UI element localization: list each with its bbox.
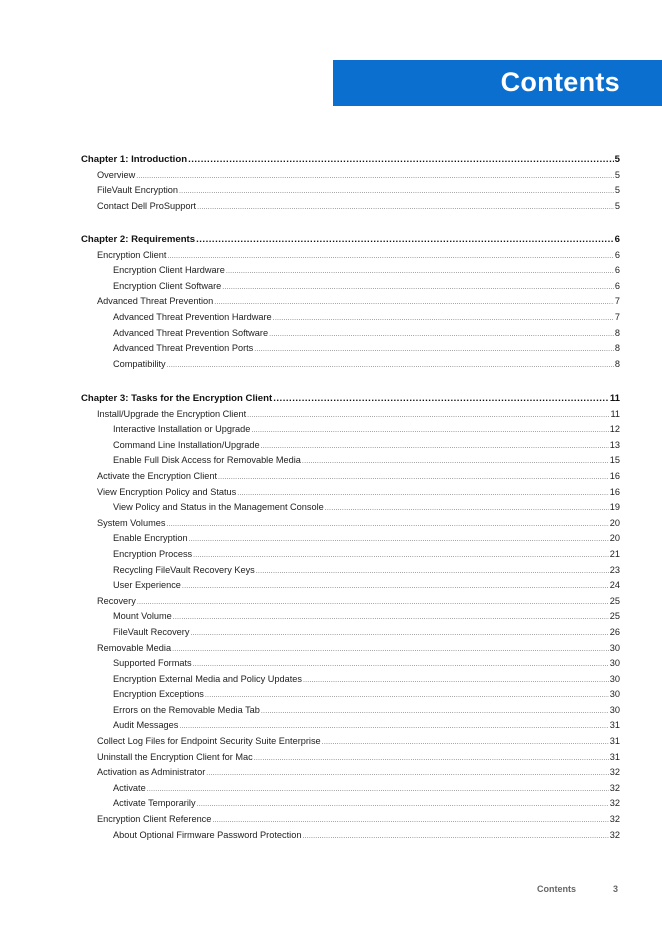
toc-entry-title: Advanced Threat Prevention Software xyxy=(113,327,269,338)
toc-entry-title: Advanced Threat Prevention Hardware xyxy=(113,311,272,322)
toc-entry-page: 30 xyxy=(609,689,620,700)
dot-leader xyxy=(322,734,609,751)
toc-chapter-section xyxy=(81,391,620,843)
toc-entry-page: 8 xyxy=(614,327,620,338)
toc-entry-title: Advanced Threat Prevention xyxy=(97,296,214,307)
toc-entry-page: 32 xyxy=(609,829,620,840)
toc-entry-title: Activate xyxy=(113,782,146,793)
toc-entry-page: 30 xyxy=(609,704,620,715)
toc-entry-link[interactable] xyxy=(81,485,620,501)
toc-entry-page: 6 xyxy=(614,249,620,260)
toc-entry-link[interactable] xyxy=(81,734,620,750)
toc-entry-page: 8 xyxy=(614,358,620,369)
dot-leader xyxy=(196,232,614,248)
dot-leader xyxy=(189,531,609,548)
toc-entry-title: View Encryption Policy and Status xyxy=(97,486,237,497)
toc-entry-title: Activate Temporarily xyxy=(113,798,196,809)
toc-entry-link[interactable] xyxy=(81,341,620,357)
toc-entry-page: 25 xyxy=(609,595,620,606)
dot-leader xyxy=(172,641,609,658)
dot-leader xyxy=(206,765,609,782)
toc-entry-page: 31 xyxy=(609,736,620,747)
toc-entry-link[interactable] xyxy=(81,531,620,547)
toc-entry-page: 20 xyxy=(609,533,620,544)
toc-entry-title: Chapter 1: Introduction xyxy=(81,154,188,165)
toc-entry-page: 6 xyxy=(614,265,620,276)
toc-entry-title: Supported Formats xyxy=(113,658,192,669)
toc-entry-link[interactable] xyxy=(81,407,620,423)
toc-entry-link[interactable] xyxy=(81,263,620,279)
toc-entry-page: 13 xyxy=(609,439,620,450)
toc-entry-page: 8 xyxy=(614,343,620,354)
toc-entry-link[interactable] xyxy=(81,703,620,719)
dot-leader xyxy=(247,407,609,424)
dot-leader xyxy=(302,828,608,845)
toc-entry-link[interactable] xyxy=(81,422,620,438)
toc-entry-page: 11 xyxy=(610,408,620,419)
toc-entry-link[interactable] xyxy=(81,796,620,812)
dot-leader xyxy=(188,152,614,168)
toc-entry-page: 5 xyxy=(614,154,620,165)
toc-entry-title: Chapter 3: Tasks for the Encryption Client xyxy=(81,393,273,404)
toc-entry-title: Command Line Installation/Upgrade xyxy=(113,439,260,450)
toc-entry-page: 16 xyxy=(609,470,620,481)
dot-leader xyxy=(218,469,609,486)
toc-entry-title: View Policy and Status in the Management Console xyxy=(113,502,324,513)
toc-entry-title: Uninstall the Encryption Client for Mac xyxy=(97,751,253,762)
dot-leader xyxy=(179,183,614,200)
toc-entry-page: 32 xyxy=(609,767,620,778)
dot-leader xyxy=(237,485,609,502)
toc-chapter-link[interactable] xyxy=(81,152,620,168)
toc-entry-page: 26 xyxy=(609,626,620,637)
toc-entry-title: User Experience xyxy=(113,580,181,591)
dot-leader xyxy=(193,547,609,564)
toc-entry-link[interactable] xyxy=(81,183,620,199)
dot-leader xyxy=(302,453,609,470)
toc-entry-page: 7 xyxy=(614,311,620,322)
toc-entry-title: Audit Messages xyxy=(113,720,179,731)
dot-leader xyxy=(303,672,609,689)
dot-leader xyxy=(222,279,614,296)
dot-leader xyxy=(226,263,614,280)
toc-entry-link[interactable] xyxy=(81,248,620,264)
toc-entry-title: Encryption Client Hardware xyxy=(113,265,225,276)
toc-entry-link[interactable] xyxy=(81,469,620,485)
toc-entry-page: 24 xyxy=(609,580,620,591)
toc-entry-link[interactable] xyxy=(81,357,620,373)
toc-entry-page: 19 xyxy=(609,502,620,513)
toc-entry-page: 20 xyxy=(609,517,620,528)
toc-entry-page: 6 xyxy=(614,234,620,245)
dot-leader xyxy=(179,718,608,735)
toc-entry-link[interactable] xyxy=(81,656,620,672)
toc-entry-title: Overview xyxy=(97,169,136,180)
toc-entry-page: 15 xyxy=(609,455,620,466)
toc-chapter-section xyxy=(81,152,620,214)
toc-entry-page: 32 xyxy=(609,782,620,793)
toc-entry-link[interactable] xyxy=(81,641,620,657)
toc-entry-link[interactable] xyxy=(81,672,620,688)
dot-leader xyxy=(256,563,609,580)
toc-entry-link[interactable] xyxy=(81,718,620,734)
toc-entry-link[interactable] xyxy=(81,687,620,703)
toc-entry-title: Advanced Threat Prevention Ports xyxy=(113,343,254,354)
toc-chapter-section xyxy=(81,232,620,372)
toc-entry-title: Removable Media xyxy=(97,642,172,653)
toc-entry-title: Enable Encryption xyxy=(113,533,188,544)
toc-entry-link[interactable] xyxy=(81,750,620,766)
toc-entry-link[interactable] xyxy=(81,625,620,641)
toc-entry-title: Contact Dell ProSupport xyxy=(97,200,197,211)
dot-leader xyxy=(325,500,609,517)
toc-entry-link[interactable] xyxy=(81,563,620,579)
footer-section-label: Contents xyxy=(537,884,576,894)
toc-chapter-link[interactable] xyxy=(81,232,620,248)
toc-entry-title: Chapter 2: Requirements xyxy=(81,234,196,245)
contents-banner xyxy=(333,60,662,106)
toc-entry-link[interactable] xyxy=(81,812,620,828)
toc-entry-title: Encryption Process xyxy=(113,548,193,559)
toc-entry-page: 31 xyxy=(609,751,620,762)
toc-entry-page: 5 xyxy=(614,169,620,180)
dot-leader xyxy=(273,310,614,327)
dot-leader xyxy=(214,294,614,311)
toc-entry-page: 5 xyxy=(614,200,620,211)
toc-entry-title: Enable Full Disk Access for Removable Media xyxy=(113,455,301,466)
dot-leader xyxy=(167,357,614,374)
toc-entry-link[interactable] xyxy=(81,765,620,781)
dot-leader xyxy=(190,625,608,642)
toc-entry-title: Encryption Client Software xyxy=(113,280,222,291)
toc-entry-link[interactable] xyxy=(81,168,620,184)
toc-entry-title: Encryption Client xyxy=(97,249,167,260)
toc-chapter-link[interactable] xyxy=(81,391,620,407)
page-title: Contents xyxy=(500,67,620,97)
dot-leader xyxy=(269,326,614,343)
toc-entry-link[interactable] xyxy=(81,547,620,563)
toc-entry-title: About Optional Firmware Password Protection xyxy=(113,829,302,840)
toc-entry-title: Errors on the Removable Media Tab xyxy=(113,704,260,715)
toc-entry-title: Interactive Installation or Upgrade xyxy=(113,424,251,435)
toc-entry-title: Encryption External Media and Policy Updates xyxy=(113,673,302,684)
toc-entry-title: Mount Volume xyxy=(113,611,172,622)
toc-entry-page: 30 xyxy=(609,642,620,653)
dot-leader xyxy=(251,422,608,439)
toc-entry-link[interactable] xyxy=(81,326,620,342)
toc-entry-link[interactable] xyxy=(81,199,620,215)
toc-entry-title: Install/Upgrade the Encryption Client xyxy=(97,408,247,419)
toc-entry-title: Activation as Administrator xyxy=(97,767,206,778)
toc-entry-page: 21 xyxy=(609,548,620,559)
toc-entry-link[interactable] xyxy=(81,438,620,454)
dot-leader xyxy=(261,438,609,455)
dot-leader xyxy=(182,578,609,595)
toc-entry-link[interactable] xyxy=(81,828,620,844)
dot-leader xyxy=(254,341,614,358)
toc-entry-page: 30 xyxy=(609,658,620,669)
toc-entry-page: 25 xyxy=(609,611,620,622)
toc-entry-link[interactable] xyxy=(81,453,620,469)
toc-entry-title: Encryption Client Reference xyxy=(97,814,212,825)
dot-leader xyxy=(173,609,609,626)
dot-leader xyxy=(205,687,609,704)
toc-entry-title: Compatibility xyxy=(113,358,166,369)
toc-entry-page: 31 xyxy=(609,720,620,731)
toc-entry-title: System Volumes xyxy=(97,517,166,528)
toc-entry-page: 5 xyxy=(614,185,620,196)
dot-leader xyxy=(273,391,609,407)
toc-entry-page: 12 xyxy=(609,424,620,435)
toc-entry-link[interactable] xyxy=(81,609,620,625)
toc-entry-link[interactable] xyxy=(81,279,620,295)
toc-entry-title: Collect Log Files for Endpoint Security Suite Enterprise xyxy=(97,736,321,747)
toc-entry-title: FileVault Recovery xyxy=(113,626,190,637)
dot-leader xyxy=(197,199,614,216)
toc-entry-link[interactable] xyxy=(81,310,620,326)
toc-entry-title: Recovery xyxy=(97,595,136,606)
toc-entry-link[interactable] xyxy=(81,578,620,594)
toc-entry-link[interactable] xyxy=(81,781,620,797)
toc-entry-page: 7 xyxy=(614,296,620,307)
toc-entry-page: 32 xyxy=(609,814,620,825)
dot-leader xyxy=(136,168,614,185)
dot-leader xyxy=(167,248,613,265)
dot-leader xyxy=(166,516,608,533)
toc-entry-page: 32 xyxy=(609,798,620,809)
toc-entry-title: Encryption Exceptions xyxy=(113,689,204,700)
toc-entry-link[interactable] xyxy=(81,294,620,310)
toc-entry-page: 16 xyxy=(609,486,620,497)
dot-leader xyxy=(137,594,609,611)
toc-entry-link[interactable] xyxy=(81,500,620,516)
toc-entry-title: Activate the Encryption Client xyxy=(97,470,218,481)
toc-entry-title: FileVault Encryption xyxy=(97,185,179,196)
toc-entry-page: 23 xyxy=(609,564,620,575)
toc-entry-page: 30 xyxy=(609,673,620,684)
dot-leader xyxy=(212,812,608,829)
dot-leader xyxy=(197,796,609,813)
toc-entry-title: Recycling FileVault Recovery Keys xyxy=(113,564,255,575)
toc-entry-link[interactable] xyxy=(81,594,620,610)
dot-leader xyxy=(261,703,609,720)
footer-page-number: 3 xyxy=(613,884,619,894)
toc-entry-page: 6 xyxy=(614,280,620,291)
toc-entry-link[interactable] xyxy=(81,516,620,532)
dot-leader xyxy=(254,750,609,767)
dot-leader xyxy=(147,781,609,798)
toc-entry-page: 11 xyxy=(609,393,620,404)
dot-leader xyxy=(193,656,609,673)
